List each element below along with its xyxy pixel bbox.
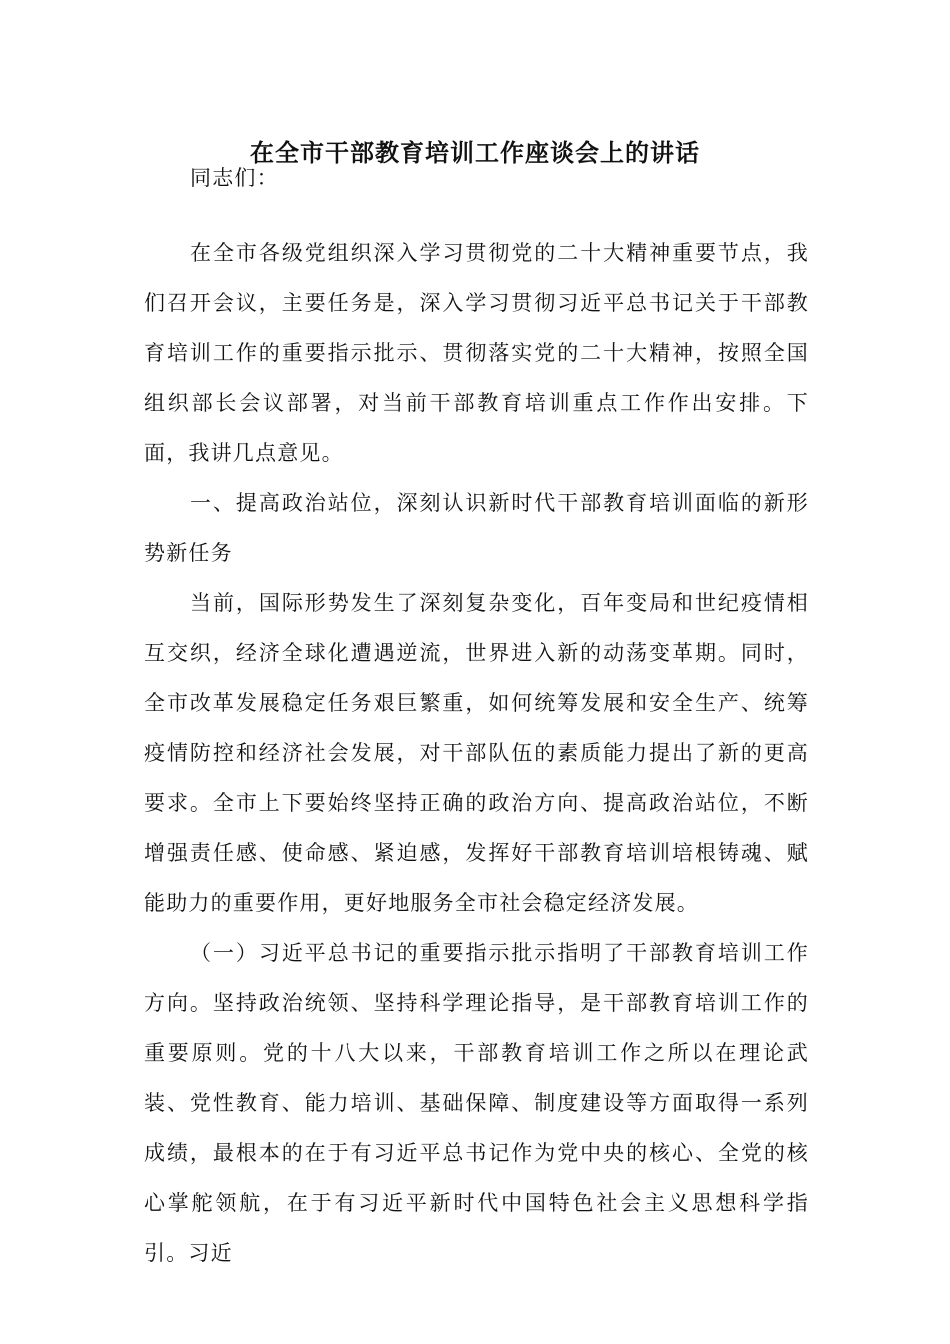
paragraph-intro: 在全市各级党组织深入学习贯彻党的二十大精神重要节点，我们召开会议，主要任务是，深入学习贯彻习近平总书记关于干部教育培训工作的重要指示批示、贯彻落实党的二十大精神，按照全国组织部长会议部署，对当前干部教育培训重点工作作出安排。下面，我讲几点意见。 [144,241,809,465]
paragraph-context: 当前，国际形势发生了深刻复杂变化，百年变局和世纪疫情相互交织，经济全球化遭遇逆流，世界进入新的动荡变革期。同时，全市改革发展稳定任务艰巨繁重，如何统筹发展和安全生产、统筹疫情防控和经济社会发展，对干部队伍的素质能力提出了新的更高要求。全市上下要始终坚持正确的政治方向、提高政治站位，不断增强责任感、使命感、紧迫感，发挥好干部教育培训培根铸魂、赋能助力的重要作用，更好地服务全市社会稳定经济发展。 [144,591,809,915]
document-title: 在全市干部教育培训工作座谈会上的讲话 [250,138,700,167]
salutation: 同志们： [190,166,279,190]
subsection-1: （一）习近平总书记的重要指示批示指明了干部教育培训工作方向。坚持政治统领、坚持科学理论指导，是干部教育培训工作的重要原则。党的十八大以来，干部教育培训工作之所以在理论武装、党性教育、能力培训、基础保障、制度建设等方面取得一系列成绩，最根本的在于有习近平总书记作为党中央的核心、全党的核心掌舵领航，在于有习近平新时代中国特色社会主义思想科学指引。习近 [144,941,809,1265]
section-heading-1: 一、提高政治站位，深刻认识新时代干部教育培训面临的新形势新任务 [144,491,809,565]
